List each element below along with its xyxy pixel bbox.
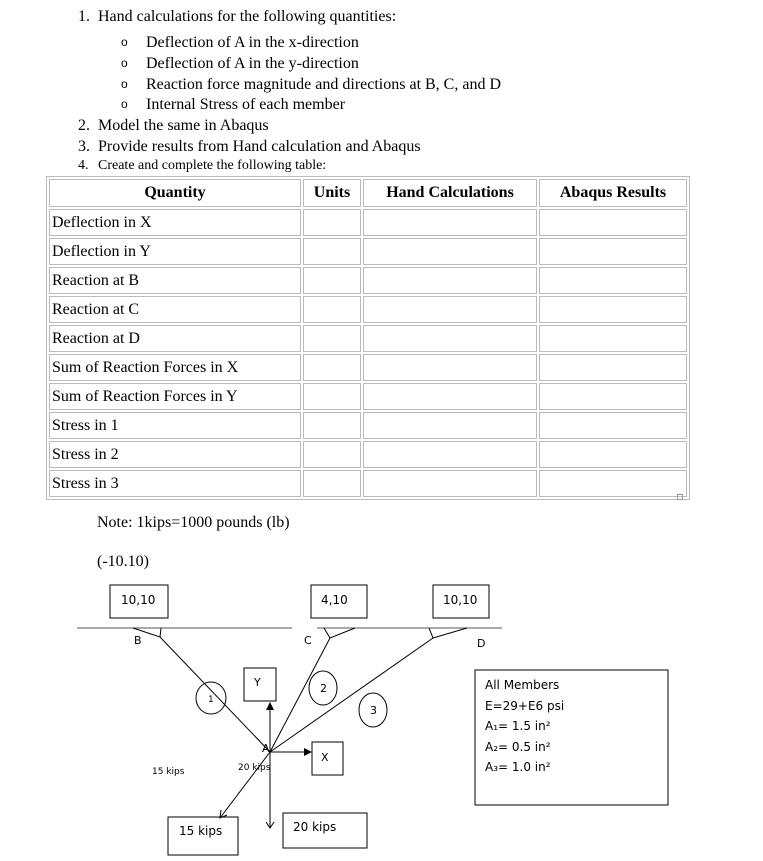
label-d: D [477, 637, 486, 650]
member-1 [160, 637, 270, 752]
quantity-cell: Reaction at C [49, 296, 301, 323]
support-d [429, 628, 467, 638]
table-resize-handle[interactable] [677, 494, 683, 500]
list-num: 1. [78, 8, 90, 25]
info-line: A₃= 1.0 in² [485, 760, 551, 774]
list-item: Model the same in Abaqus [98, 117, 269, 134]
load-15-small: 15 kips [152, 767, 185, 777]
header-units: Units [303, 179, 361, 207]
member-2-label: 2 [320, 682, 327, 695]
sub-item: o Internal Stress of each member [146, 96, 345, 114]
coord-d: 10,10 [443, 593, 478, 607]
label-a: A [262, 742, 270, 755]
support-c [324, 628, 355, 638]
quantity-cell: Stress in 1 [49, 412, 301, 439]
list-item: Create and complete the following table: [98, 158, 327, 173]
coord-c: 4,10 [321, 593, 348, 607]
list-num: 4. [78, 158, 89, 173]
load-15-arrow [220, 752, 270, 818]
note: Note: 1kips=1000 pounds (lb) [97, 514, 290, 531]
member-1-label: 1 [208, 695, 214, 705]
quantity-cell: Sum of Reaction Forces in X [49, 354, 301, 381]
load-20-text: 20 kips [293, 820, 337, 834]
quantity-cell: Reaction at B [49, 267, 301, 294]
member-3 [270, 638, 433, 752]
info-line: E=29+E6 psi [485, 699, 565, 713]
header-quantity: Quantity [49, 179, 301, 207]
header-abaqus: Abaqus Results [539, 179, 687, 207]
quantity-cell: Deflection in X [49, 209, 301, 236]
list-item: Provide results from Hand calculation and Abaqus [98, 138, 421, 155]
load-15-text: 15 kips [179, 824, 223, 838]
quantity-cell: Deflection in Y [49, 238, 301, 265]
y-label: Y [254, 676, 261, 689]
quantity-cell: Stress in 2 [49, 441, 301, 468]
header-hand: Hand Calculations [363, 179, 537, 207]
sub-item: o Reaction force magnitude and directions at B, C, and D [146, 76, 501, 94]
label-b: B [134, 634, 142, 647]
list-item: Hand calculations for the following quantities: [98, 8, 397, 25]
label-c: C [304, 634, 312, 647]
sub-item: o Deflection of A in the y-direction [146, 55, 359, 73]
quantity-cell: Reaction at D [49, 325, 301, 352]
origin-label: (-10.10) [97, 553, 149, 570]
quantity-cell: Sum of Reaction Forces in Y [49, 383, 301, 410]
info-line: All Members [485, 678, 560, 692]
list-num: 2. [78, 117, 90, 134]
info-line: A₂= 0.5 in² [485, 740, 551, 754]
coord-b: 10,10 [121, 593, 156, 607]
load-20-small: 20 kips [238, 763, 271, 773]
info-line: A₁= 1.5 in² [485, 719, 551, 733]
x-label: X [321, 751, 329, 764]
list-num: 3. [78, 138, 90, 155]
quantity-cell: Stress in 3 [49, 470, 301, 497]
sub-item: o Deflection of A in the x-direction [146, 34, 359, 52]
member-3-label: 3 [370, 704, 377, 717]
member-2 [270, 638, 330, 752]
